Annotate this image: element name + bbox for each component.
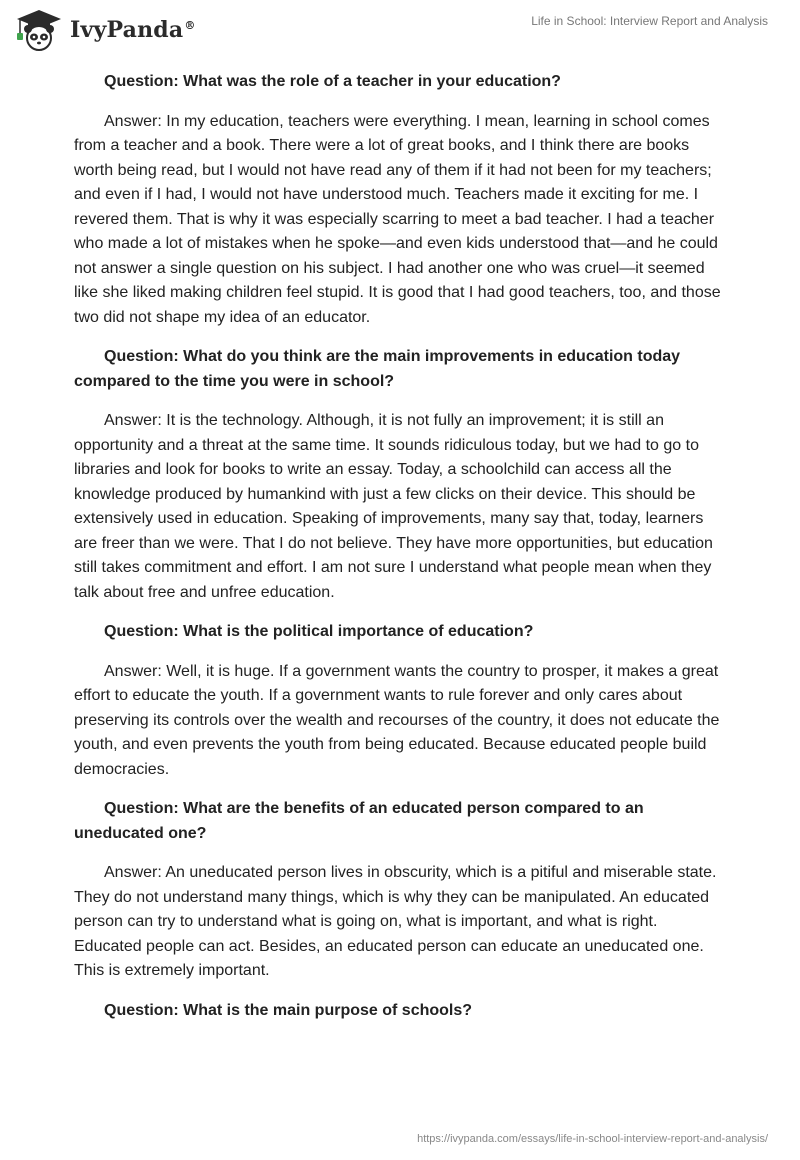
answer-paragraph: Answer: In my education, teachers were everything. I mean, learning in school comes from a teacher and a book. There were a lot of great books, and I think there are books worth being read, but I would not have read any of them if it had not been for my teachers; and even if I had, I would not have understood much. Teachers made it exciting for me. I revered them. That is why it was especially scarring to meet a bad teacher. I had a teacher who made a lot of mistakes when he spoke—and even kids understood that—and he could not answer a single question on his subject. I had another one who was cruel—it seemed like she liked making children feel stupid. It is good that I had good teachers, too, and those two did not shape my idea of an educator. xyxy=(74,112,721,326)
question-paragraph: Question: What is the political importance of education? xyxy=(104,623,534,640)
answer-paragraph: Answer: An uneducated person lives in obscurity, which is a pitiful and miserable state. They do not understand many things, which is why they can be manipulated. An educated person can try to understand what is going on, what is important, and what is right. Educated people can act. Besides, an educated person can educate an uneducated one. This is extremely important. xyxy=(74,864,717,979)
answer-paragraph: Answer: Well, it is huge. If a government wants the country to prosper, it makes a great effort to educate the youth. If a government wants to rule forever and only cares about preserving its controls over the wealth and recourses of the country, it does not educate the youth, and even prevents the youth from being educated. Because educated people build democracies. xyxy=(74,662,720,778)
answer-paragraph: Answer: It is the technology. Although, it is not fully an improvement; it is still an opportunity and a threat at the same time. It sounds ridiculous today, but we had to go to libraries and look for books to write an essay. Today, a schoolchild can access all the knowledge produced by humankind with just a few clicks on their device. This should be extensively used in education. Speaking of improvements, many say that, today, learners are freer than we were. That I do not believe. They have more opportunities, but education still takes commitment and effort. I am not sure I understand what people mean when they talk about free and unfree education. xyxy=(74,412,713,601)
document-title: Life in School: Interview Report and Analysis xyxy=(531,14,768,28)
question-paragraph: Question: What do you think are the main improvements in education today compared to the time you were in school? xyxy=(74,348,681,390)
source-url[interactable]: https://ivypanda.com/essays/life-in-school-interview-report-and-analysis/ xyxy=(417,1133,768,1145)
question-paragraph: Question: What is the main purpose of schools? xyxy=(104,1001,473,1019)
question-paragraph: Question: What was the role of a teacher in your education? xyxy=(104,73,561,90)
registered-mark: ® xyxy=(184,18,196,32)
panda-graduate-icon xyxy=(14,8,64,52)
question-paragraph: Question: What are the benefits of an educated person compared to an uneducated one? xyxy=(74,800,644,842)
essay-content xyxy=(74,70,726,1038)
page-header xyxy=(0,0,800,60)
ivypanda-logo[interactable] xyxy=(14,8,196,52)
brand-name: IvyPanda® xyxy=(70,17,196,43)
